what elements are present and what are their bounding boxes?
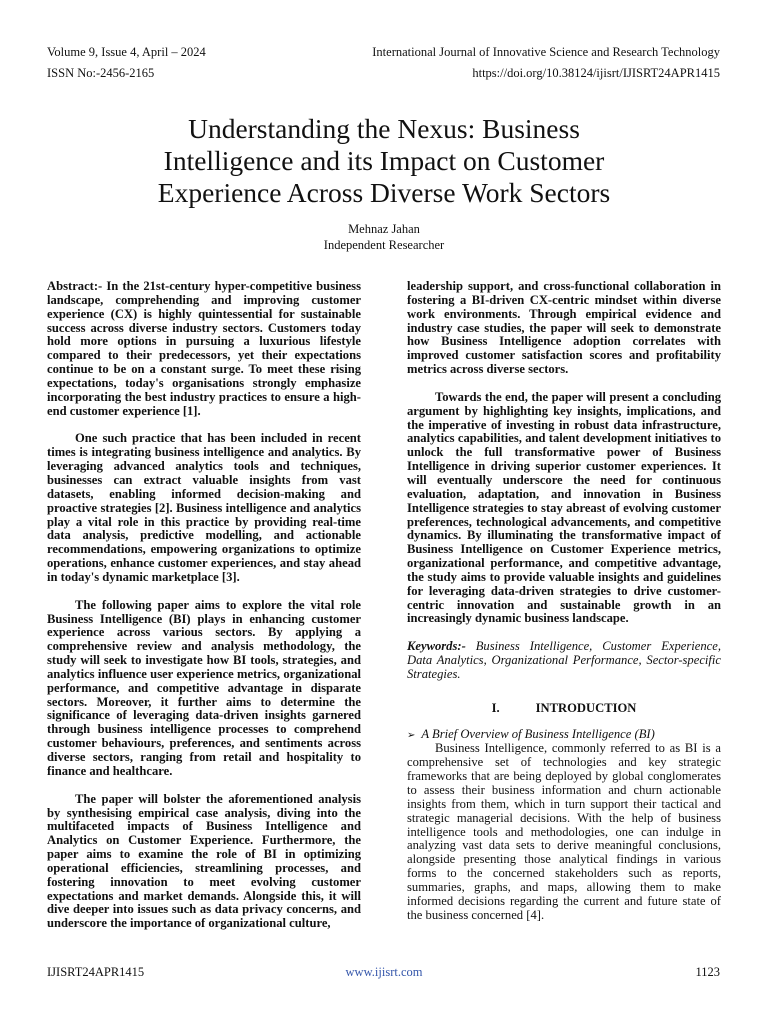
- title-line-1: Understanding the Nexus: Business: [188, 113, 580, 145]
- section-title: INTRODUCTION: [535, 700, 637, 715]
- keywords-label: Keywords:-: [407, 639, 466, 654]
- keywords-list: Business Intelligence, Customer Experience, Data Analytics, Organizational Performance, Sector-specific Strategies.: [407, 639, 721, 681]
- subsection-title: A Brief Overview of Business Intelligence (BI): [421, 726, 655, 741]
- body-paragraph-continued: leadership support, and cross-functional collaboration in fostering a BI-driven CX-centric mindset within diverse work environments. Through empirical evidence and industry case studies, the paper will seek to demonstrate how Business Intelligence adoption correlates with improved customer satisfaction scores and profitability metrics across diverse sectors.: [407, 279, 721, 377]
- footer-url-link[interactable]: www.ijisrt.com: [345, 965, 423, 979]
- right-column: [407, 280, 721, 936]
- subsection-heading: [407, 728, 721, 743]
- body-paragraph: The following paper aims to explore the vital role Business Intelligence (BI) plays in enhancing customer experience across various sectors. By applying a comprehensive review and analysis methodology, the study will seek to investigate how BI tools, strategies, and analytics influence user experience metrics, organizational performance, and competitive advantage in disparate sectors. Moreover, it further aims to determine the significance of leveraging data-driven insights garnered through business intelligence processes to comprehend customer behaviours, preferences, and sentiments across diverse sectors, ranging from retail and hospitality to finance and healthcare.: [47, 597, 361, 778]
- body-paragraph: One such practice that has been included in recent times is integrating business intelligence and analytics. By leveraging advanced analytics tools and techniques, businesses can extract valuable insights from vast datasets, enabling informed decision-making and proactive strategies [2]. Business intelligence and analytics play a vital role in this practice by providing real-time data analysis, predictive modelling, and actionable recommendations, empowering organizations to optimize operations, enhance customer experiences, and stay ahead in today's dynamic marketplace [3].: [47, 431, 361, 584]
- left-column: [47, 280, 361, 945]
- paper-title: [60, 113, 708, 209]
- issn: ISSN No:-2456-2165: [47, 66, 155, 80]
- journal-name: International Journal of Innovative Science and Research Technology: [372, 45, 720, 59]
- volume-issue: Volume 9, Issue 4, April – 2024: [47, 45, 206, 59]
- title-line-3: Experience Across Diverse Work Sectors: [157, 177, 611, 209]
- author-name: Mehnaz Jahan: [348, 222, 420, 236]
- arrowhead-bullet-icon: ➢: [407, 729, 416, 741]
- footer-paper-id: IJISRT24APR1415: [47, 965, 145, 979]
- body-paragraph: Towards the end, the paper will present a concluding argument by highlighting key insights, implications, and the imperative of investing in robust data infrastructure, analytics capabilities, and talent development initiatives to unlock the full transformative power of Business Intelligence in driving superior customer experiences. It will eventually underscore the need for continuous evaluation, adaptation, and innovation in Business Intelligence strategies to stay abreast of evolving customer preferences, technological advancements, and competitive dynamics. By illuminating the transformative impact of Business Intelligence on Customer Experience metrics, organizational performance, and competitive advantage, the study aims to provide valuable insights and guidelines for leveraging data-driven strategies to drive customer-centric innovation and sustainable growth in an increasingly dynamic business landscape.: [407, 389, 721, 626]
- page-number: 1123: [695, 965, 720, 979]
- title-line-2: Intelligence and its Impact on Customer: [163, 145, 605, 177]
- doi-link[interactable]: https://doi.org/10.38124/ijisrt/IJISRT24APR1415: [472, 66, 720, 80]
- body-paragraph: The paper will bolster the aforementioned analysis by synthesising empirical case analysis, diving into the multifaceted impacts of Business Intelligence and Analytics on Customer Experience. Furthermore, the paper aims to examine the role of BI in optimizing operational efficiencies, streamlining processes, and fostering innovation to meet evolving customer expectations and market demands. Alongside this, it will dive deeper into issues such as data privacy concerns, and underscore the importance of organizational culture,: [47, 791, 361, 931]
- section-number: I.: [491, 700, 500, 715]
- abstract-paragraph: Abstract:- In the 21st-century hyper-competitive business landscape, comprehending and improving customer experience (CX) is highly quintessential for sustainable success across diverse industry sectors. Customers today hold more options in pursuing a luxurious lifestyle compared to their predecessors, yet their expectations continue to be on a constant surge. To meet these rising expectations, today's organisations strongly emphasize incorporating the best industry practices to ensure a high-end customer experience [1].: [47, 279, 361, 418]
- section-heading: [407, 702, 721, 716]
- author-affiliation: Independent Researcher: [323, 238, 445, 252]
- keywords: [407, 640, 721, 682]
- intro-paragraph: Business Intelligence, commonly referred to as BI is a comprehensive set of technologies and key strategic frameworks that are being deployed by global conglomerates to assess their business information and churn actionable insights from them, which in turn support their tactical and strategic managerial decisions. With the help of business intelligence tools and methodologies, one can indulge in analyzing vast data sets to derive meaningful conclusions, alongside presenting those analytical findings in various forms to the concerned stakeholders such as reports, summaries, graphs, and maps, allowing them to make informed decisions regarding the current and future state of the business concerned [4].: [407, 741, 721, 922]
